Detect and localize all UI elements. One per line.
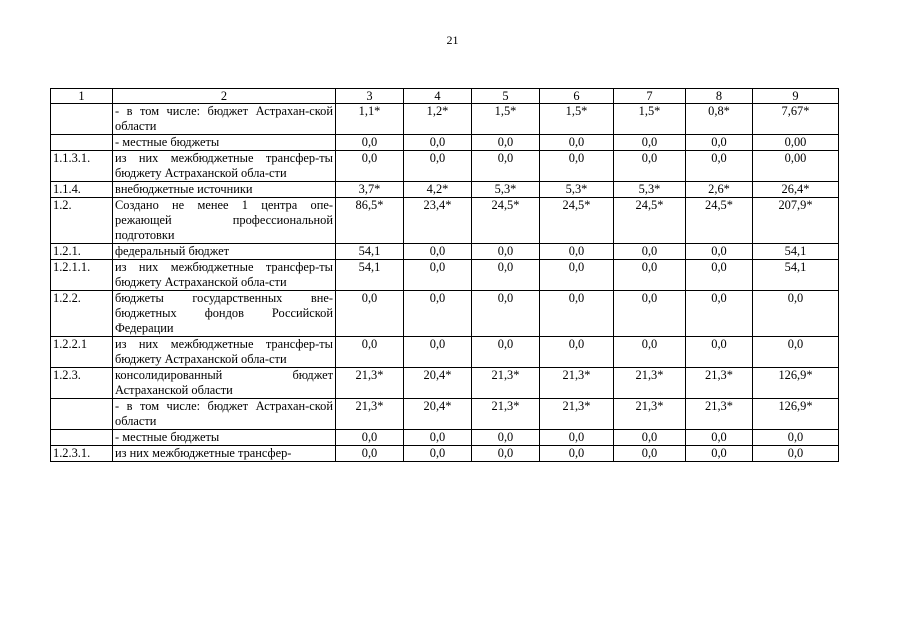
row-code: 1.2.1. <box>51 244 113 260</box>
column-header: 4 <box>404 89 472 104</box>
value-cell: 7,67* <box>753 104 839 135</box>
value-cell: 0,0 <box>404 244 472 260</box>
row-description: из них межбюджетные трансфер-ты бюджету Астраханской обла-сти <box>113 260 336 291</box>
row-description: из них межбюджетные трансфер-ты бюджету Астраханской обла-сти <box>113 151 336 182</box>
table-row <box>51 260 839 291</box>
row-code: 1.2.2.1 <box>51 337 113 368</box>
value-cell: 54,1 <box>336 260 404 291</box>
value-cell: 24,5* <box>472 198 540 244</box>
table-row <box>51 151 839 182</box>
value-cell: 20,4* <box>404 399 472 430</box>
value-cell: 0,0 <box>336 135 404 151</box>
row-code <box>51 399 113 430</box>
value-cell: 0,0 <box>753 291 839 337</box>
value-cell: 0,0 <box>472 446 540 462</box>
value-cell: 20,4* <box>404 368 472 399</box>
table-row <box>51 399 839 430</box>
value-cell: 5,3* <box>540 182 614 198</box>
table-row <box>51 244 839 260</box>
value-cell: 0,0 <box>614 337 686 368</box>
value-cell: 0,0 <box>686 151 753 182</box>
value-cell: 0,0 <box>540 291 614 337</box>
value-cell: 1,1* <box>336 104 404 135</box>
column-header: 2 <box>113 89 336 104</box>
value-cell: 54,1 <box>753 244 839 260</box>
row-code: 1.2.3.1. <box>51 446 113 462</box>
value-cell: 0,0 <box>404 260 472 291</box>
value-cell: 0,0 <box>336 337 404 368</box>
value-cell: 26,4* <box>753 182 839 198</box>
value-cell: 0,0 <box>614 135 686 151</box>
value-cell: 0,8* <box>686 104 753 135</box>
column-header: 9 <box>753 89 839 104</box>
value-cell: 21,3* <box>540 399 614 430</box>
value-cell: 0,0 <box>614 446 686 462</box>
value-cell: 0,0 <box>686 244 753 260</box>
table-row <box>51 446 839 462</box>
column-header: 3 <box>336 89 404 104</box>
value-cell: 126,9* <box>753 368 839 399</box>
value-cell: 0,0 <box>686 135 753 151</box>
budget-table <box>50 88 839 462</box>
table-row <box>51 291 839 337</box>
row-code: 1.1.4. <box>51 182 113 198</box>
value-cell: 0,0 <box>404 446 472 462</box>
row-code: 1.2.3. <box>51 368 113 399</box>
value-cell: 0,0 <box>404 151 472 182</box>
value-cell: 0,0 <box>686 446 753 462</box>
value-cell: 0,0 <box>540 446 614 462</box>
column-header: 7 <box>614 89 686 104</box>
row-description: внебюджетные источники <box>113 182 336 198</box>
row-code <box>51 135 113 151</box>
value-cell: 1,5* <box>540 104 614 135</box>
value-cell: 5,3* <box>472 182 540 198</box>
value-cell: 21,3* <box>336 399 404 430</box>
row-code <box>51 430 113 446</box>
value-cell: 0,0 <box>472 291 540 337</box>
value-cell: 21,3* <box>686 399 753 430</box>
value-cell: 24,5* <box>540 198 614 244</box>
table-body <box>51 89 839 462</box>
value-cell: 0,0 <box>336 151 404 182</box>
value-cell: 0,0 <box>404 291 472 337</box>
value-cell: 21,3* <box>472 399 540 430</box>
value-cell: 1,5* <box>472 104 540 135</box>
value-cell: 0,0 <box>336 291 404 337</box>
value-cell: 126,9* <box>753 399 839 430</box>
value-cell: 0,0 <box>614 291 686 337</box>
value-cell: 0,0 <box>540 260 614 291</box>
value-cell: 0,0 <box>472 135 540 151</box>
value-cell: 0,0 <box>472 260 540 291</box>
table-row <box>51 135 839 151</box>
row-code: 1.2. <box>51 198 113 244</box>
value-cell: 86,5* <box>336 198 404 244</box>
value-cell: 0,0 <box>753 337 839 368</box>
value-cell: 54,1 <box>753 260 839 291</box>
value-cell: 3,7* <box>336 182 404 198</box>
value-cell: 0,0 <box>686 337 753 368</box>
value-cell: 54,1 <box>336 244 404 260</box>
row-description: - местные бюджеты <box>113 135 336 151</box>
row-description: - в том числе: бюджет Астрахан-ской области <box>113 399 336 430</box>
column-header: 1 <box>51 89 113 104</box>
value-cell: 21,3* <box>336 368 404 399</box>
row-description: - в том числе: бюджет Астрахан-ской области <box>113 104 336 135</box>
page-number: 21 <box>446 33 459 47</box>
value-cell: 0,0 <box>472 430 540 446</box>
value-cell: 0,0 <box>540 337 614 368</box>
value-cell: 0,0 <box>540 430 614 446</box>
row-description: федеральный бюджет <box>113 244 336 260</box>
row-code: 1.2.2. <box>51 291 113 337</box>
value-cell: 21,3* <box>472 368 540 399</box>
header-row <box>51 89 839 104</box>
row-description: - местные бюджеты <box>113 430 336 446</box>
value-cell: 0,0 <box>472 244 540 260</box>
value-cell: 0,0 <box>404 135 472 151</box>
value-cell: 21,3* <box>614 368 686 399</box>
column-header: 5 <box>472 89 540 104</box>
table-row <box>51 337 839 368</box>
value-cell: 0,0 <box>753 430 839 446</box>
value-cell: 0,00 <box>753 135 839 151</box>
value-cell: 0,0 <box>336 446 404 462</box>
value-cell: 0,0 <box>614 151 686 182</box>
value-cell: 0,0 <box>686 291 753 337</box>
row-code: 1.1.3.1. <box>51 151 113 182</box>
value-cell: 0,0 <box>614 430 686 446</box>
row-description: из них межбюджетные трансфер- <box>113 446 336 462</box>
value-cell: 0,0 <box>753 446 839 462</box>
value-cell: 2,6* <box>686 182 753 198</box>
row-code: 1.2.1.1. <box>51 260 113 291</box>
value-cell: 0,0 <box>540 135 614 151</box>
table-row <box>51 182 839 198</box>
value-cell: 24,5* <box>686 198 753 244</box>
value-cell: 0,0 <box>686 260 753 291</box>
value-cell: 1,5* <box>614 104 686 135</box>
value-cell: 23,4* <box>404 198 472 244</box>
row-description: из них межбюджетные трансфер-ты бюджету Астраханской обла-сти <box>113 337 336 368</box>
value-cell: 0,0 <box>614 260 686 291</box>
table-row <box>51 430 839 446</box>
value-cell: 0,0 <box>404 430 472 446</box>
value-cell: 1,2* <box>404 104 472 135</box>
row-description: консолидированный бюджет Астраханской области <box>113 368 336 399</box>
value-cell: 21,3* <box>540 368 614 399</box>
value-cell: 0,0 <box>472 337 540 368</box>
value-cell: 21,3* <box>614 399 686 430</box>
table-row <box>51 198 839 244</box>
value-cell: 0,0 <box>540 244 614 260</box>
value-cell: 5,3* <box>614 182 686 198</box>
value-cell: 0,00 <box>753 151 839 182</box>
value-cell: 0,0 <box>404 337 472 368</box>
column-header: 8 <box>686 89 753 104</box>
value-cell: 4,2* <box>404 182 472 198</box>
value-cell: 0,0 <box>336 430 404 446</box>
value-cell: 21,3* <box>686 368 753 399</box>
table-row <box>51 368 839 399</box>
value-cell: 0,0 <box>540 151 614 182</box>
row-description: бюджеты государственных вне-бюджетных фондов Российской Федерации <box>113 291 336 337</box>
value-cell: 0,0 <box>686 430 753 446</box>
column-header: 6 <box>540 89 614 104</box>
value-cell: 207,9* <box>753 198 839 244</box>
row-description: Создано не менее 1 центра опе-режающей профессиональной подготовки <box>113 198 336 244</box>
table-row <box>51 104 839 135</box>
value-cell: 0,0 <box>472 151 540 182</box>
value-cell: 0,0 <box>614 244 686 260</box>
value-cell: 24,5* <box>614 198 686 244</box>
row-code <box>51 104 113 135</box>
